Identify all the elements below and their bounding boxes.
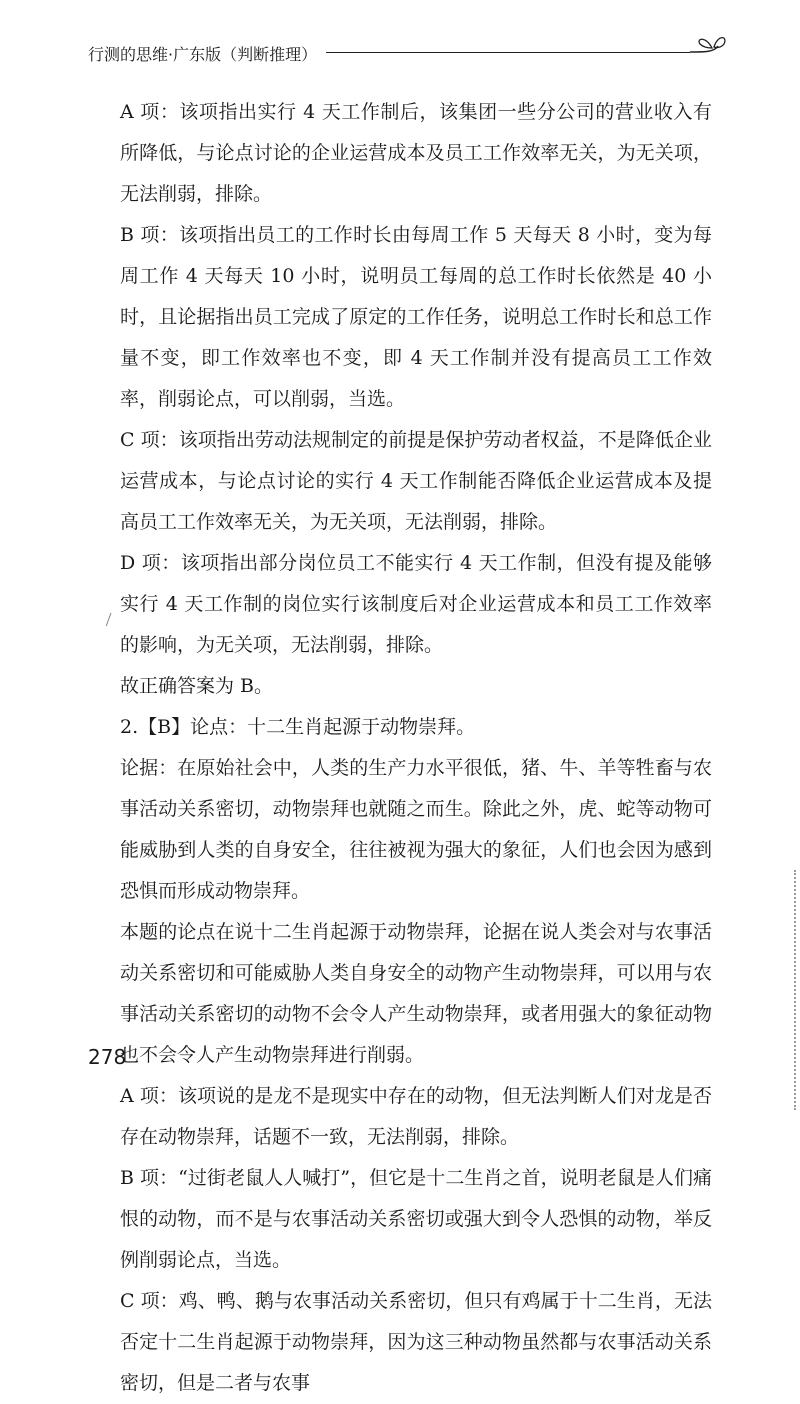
page-body: [0, 92, 800, 1404]
paragraph-q2-option-b: B 项：“过街老鼠人人喊打”，但它是十二生肖之首，说明老鼠是人们痛恨的动物，而不是与农事活动关系密切或强大到令人恐惧的动物，举反例削弱论点，当选。: [120, 1167, 712, 1271]
paragraph-analysis: 本题的论点在说十二生肖起源于动物崇拜，论据在说人类会对与农事活动关系密切和可能威胁人类自身安全的动物产生动物崇拜，可以用与农事活动关系密切的动物不会令人产生动物崇拜，或者用强大的象征动物也不会令人产生动物崇拜进行削弱。: [120, 921, 712, 1066]
sprout-icon: [688, 32, 728, 62]
book-title: 行测的思维·广东版（判断推理）: [88, 45, 318, 64]
paragraph-q2-option-a: A 项：该项说的是龙不是现实中存在的动物，但无法判断人们对龙是否存在动物崇拜，话题不一致，无法削弱，排除。: [120, 1085, 712, 1148]
running-header: [88, 38, 728, 68]
paragraph-option-d: D 项：该项指出部分岗位员工不能实行 4 天工作制，但没有提及能够实行 4 天工作制的岗位实行该制度后对企业运营成本和员工工作效率的影响，为无关项，无法削弱，排除。: [120, 552, 712, 656]
paragraph-answer: 故正确答案为 B。: [120, 675, 274, 697]
header-rule: [326, 52, 690, 53]
paragraph-question-2-thesis: 2.【B】论点：十二生肖起源于动物崇拜。: [120, 716, 476, 738]
paragraph-option-c: C 项：该项指出劳动法规制定的前提是保护劳动者权益，不是降低企业运营成本，与论点讨论的实行 4 天工作制能否降低企业运营成本及提高员工工作效率无关，为无关项，无法削弱，排除。: [120, 429, 712, 533]
paragraph-q2-option-c: C 项：鸡、鸭、鹅与农事活动关系密切，但只有鸡属于十二生肖，无法否定十二生肖起源于动物崇拜，因为这三种动物虽然都与农事活动关系密切，但是二者与农事: [120, 1290, 712, 1394]
paragraph-option-a: A 项：该项指出实行 4 天工作制后，该集团一些分公司的营业收入有所降低，与论点讨论的企业运营成本及员工工作效率无关，为无关项，无法削弱，排除。: [120, 101, 712, 205]
paragraph-evidence: 论据：在原始社会中，人类的生产力水平很低，猪、牛、羊等牲畜与农事活动关系密切，动物崇拜也就随之而生。除此之外，虎、蛇等动物可能威胁到人类的自身安全，往往被视为强大的象征，人们也会因为感到恐惧而形成动物崇拜。: [120, 757, 712, 902]
page-edge-shadow: [792, 870, 796, 1110]
page-number: 278: [88, 1045, 127, 1069]
paragraph-option-b: B 项：该项指出员工的工作时长由每周工作 5 天每天 8 小时，变为每周工作 4 天每天 10 小时，说明员工每周的总工作时长依然是 40 小时，且论据指出员工完成了原定的工作任务，说明总工作时长和总工作量不变，即工作效率也不变，即 4 天工作制并没有提高员工工作效率，削弱论点，可以削弱，当选。: [120, 224, 712, 410]
